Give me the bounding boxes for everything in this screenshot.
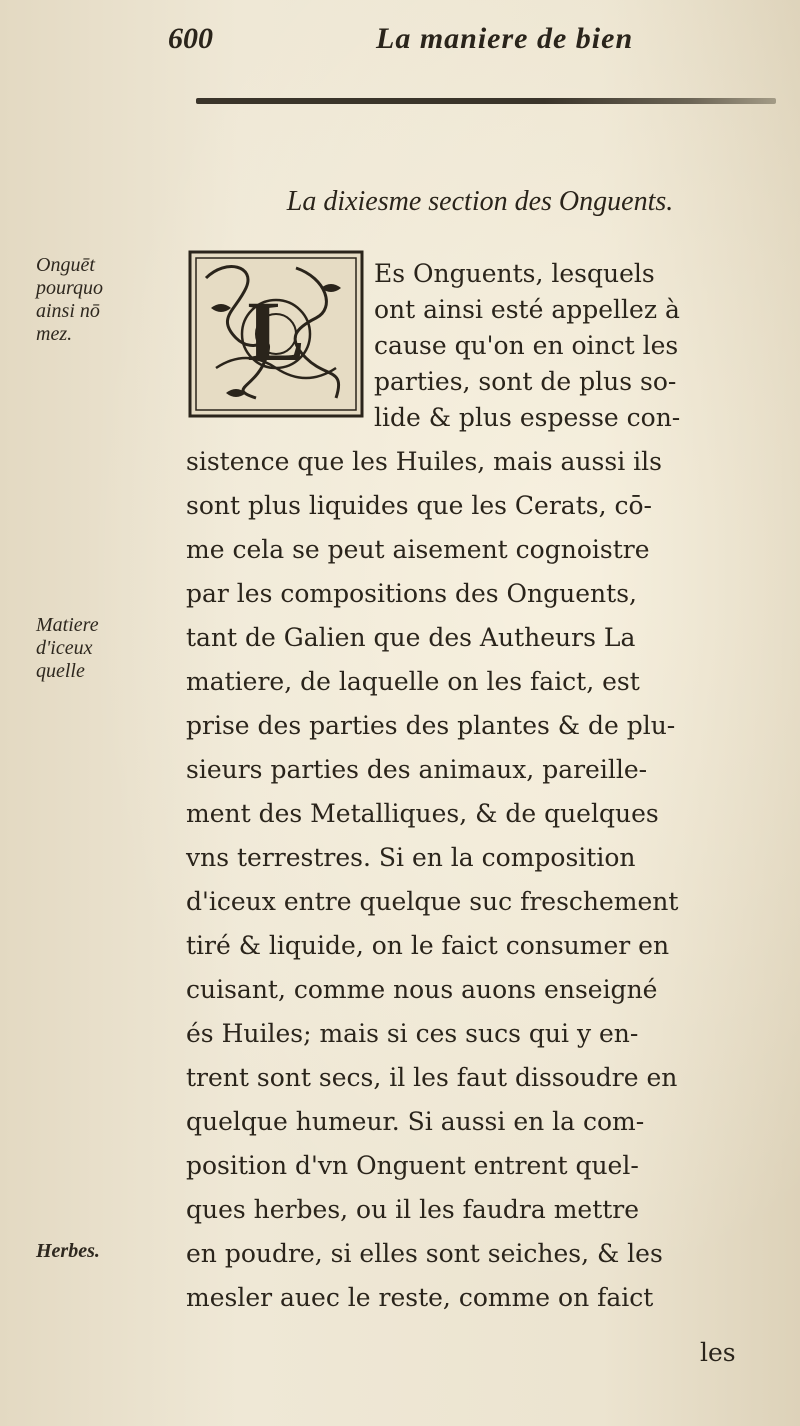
text-line: me cela se peut aisement cognoistre	[186, 535, 650, 564]
text-line: parties, sont de plus so-	[374, 367, 677, 396]
text-line: cuisant, comme nous auons enseigné	[186, 975, 658, 1004]
text-line: en poudre, si elles sont seiches, & les	[186, 1239, 663, 1268]
sidenote-matiere	[36, 614, 99, 683]
section-heading: La dixiesme section des Onguents.	[286, 186, 674, 217]
text-line: lide & plus espesse con-	[374, 403, 681, 432]
running-title: La maniere de bien	[376, 22, 634, 55]
text-line: tant de Galien que des Autheurs La	[186, 623, 636, 652]
page-number: 600	[168, 22, 213, 55]
ornamental-drop-cap	[186, 248, 366, 420]
sidenote-onguent	[36, 254, 103, 346]
page-header	[0, 22, 800, 62]
sidenote-line: mez.	[36, 323, 73, 345]
sidenote-line: Matiere	[36, 614, 99, 636]
text-line: és Huiles; mais si ces sucs qui y en-	[186, 1019, 639, 1048]
text-line: position d'vn Onguent entrent quel-	[186, 1151, 639, 1180]
sidenote-line: quelle	[36, 660, 85, 682]
text-line: prise des parties des plantes & de plu-	[186, 711, 676, 740]
header-rule	[196, 98, 776, 104]
text-line: sistence que les Huiles, mais aussi ils	[186, 447, 662, 476]
text-line: par les compositions des Onguents,	[186, 579, 637, 608]
text-line: ques herbes, ou il les faudra mettre	[186, 1195, 640, 1224]
sidenote-line: Onguēt	[36, 254, 95, 276]
text-line: trent sont secs, il les faut dissoudre en	[186, 1063, 678, 1092]
sidenote-line: ainsi nō	[36, 300, 100, 322]
text-line: sont plus liquides que les Cerats, cō-	[186, 491, 652, 520]
text-line: Es Onguents, lesquels	[374, 259, 655, 288]
drop-cap-letter: L	[247, 283, 305, 379]
sidenote-herbes	[36, 1240, 100, 1263]
text-line: matiere, de laquelle on les faict, est	[186, 667, 640, 696]
text-line: sieurs parties des animaux, pareille-	[186, 755, 648, 784]
text-line: tiré & liquide, on le faict consumer en	[186, 931, 670, 960]
text-line: cause qu'on en oinct les	[374, 331, 679, 360]
text-line: ment des Metalliques, & de quelques	[186, 799, 659, 828]
text-line: ont ainsi esté appellez à	[374, 295, 680, 324]
text-line: mesler auec le reste, comme on faict	[186, 1283, 654, 1312]
sidenote-line: Herbes.	[36, 1240, 100, 1262]
sidenote-line: d'iceux	[36, 637, 93, 659]
sidenote-line: pourquo	[36, 277, 104, 299]
text-line: quelque humeur. Si aussi en la com-	[186, 1107, 645, 1136]
catchword: les	[700, 1338, 736, 1367]
text-line: vns terrestres. Si en la composition	[186, 843, 636, 872]
text-line: d'iceux entre quelque suc freschement	[186, 887, 679, 916]
